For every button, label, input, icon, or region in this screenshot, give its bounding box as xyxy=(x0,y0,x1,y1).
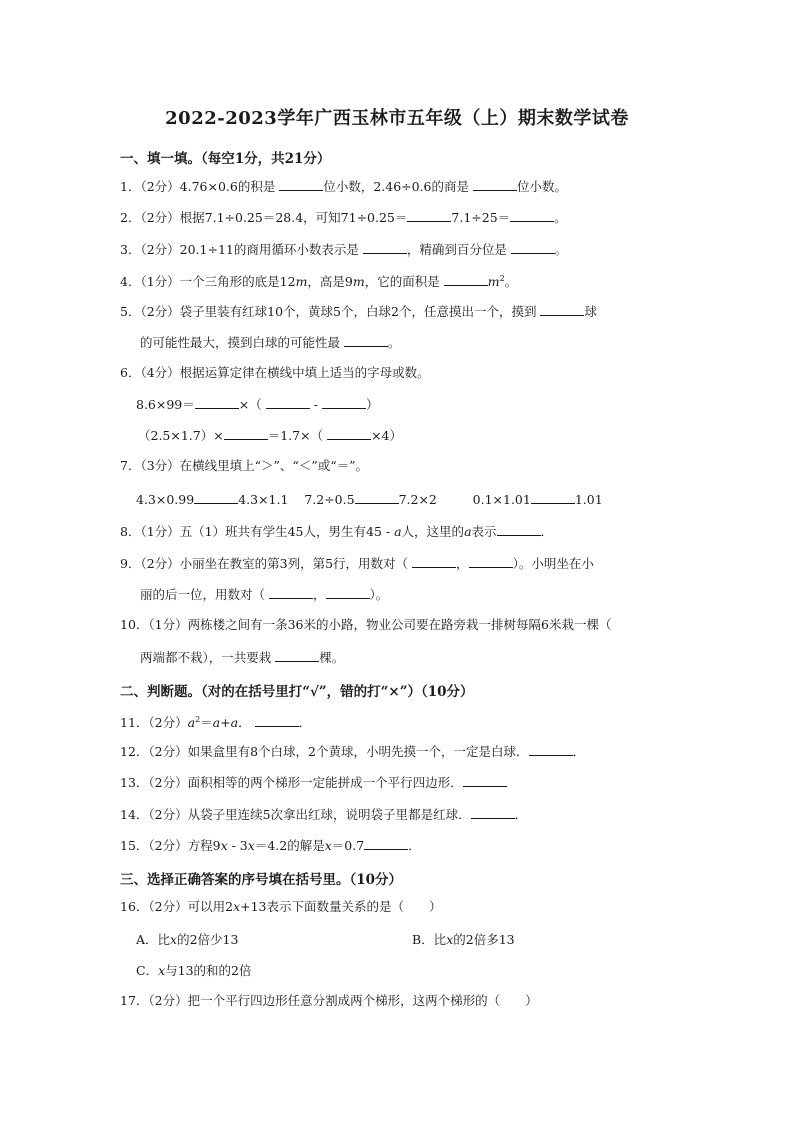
answer-blank[interactable] xyxy=(473,177,517,191)
answer-blank[interactable] xyxy=(355,490,399,504)
section-heading-judge: 二、判断题。（对的在括号里打“√”，错的打“×”）（10分） xyxy=(120,684,474,700)
answer-blank[interactable] xyxy=(531,490,575,504)
answer-blank[interactable] xyxy=(412,554,456,568)
answer-blank[interactable] xyxy=(279,177,323,191)
question-3: 3．（2分）20.1÷11的商用循环小数表示是 ，精确到百分位是 。 xyxy=(120,242,568,257)
answer-blank[interactable] xyxy=(511,240,555,254)
question-15: 15．（2分）方程9x - 3x＝4.2的解是x＝0.7 ． xyxy=(120,838,421,853)
answer-blank[interactable] xyxy=(255,713,299,727)
question-13: 13．（2分）面积相等的两个梯形一定能拼成一个平行四边形． xyxy=(120,773,507,792)
answer-blank[interactable] xyxy=(224,426,268,440)
question-9: 9．（2分）小丽坐在教室的第3列，第5行，用数对（ ， ）。小明坐在小 xyxy=(120,556,594,571)
answer-blank[interactable] xyxy=(364,836,408,850)
question-12: 12．（2分）如果盒里有8个白球，2个黄球，小明先摸一个，一定是白球． ． xyxy=(120,744,586,759)
answer-blank[interactable] xyxy=(444,272,488,286)
answer-blank[interactable] xyxy=(407,208,451,222)
question-6-row-2: （2.5×1.7）× ＝1.7×（ ×4） xyxy=(138,428,402,443)
answer-blank[interactable] xyxy=(463,773,507,787)
answer-blank[interactable] xyxy=(363,240,407,254)
question-17: 17．（2分）把一个平行四边形任意分割成两个梯形，这两个梯形的（ ） xyxy=(120,993,538,1008)
section-heading-choice: 三、选择正确答案的序号填在括号里。（10分） xyxy=(120,872,403,888)
question-2: 2．（2分）根据7.1÷0.25＝28.4，可知71÷0.25＝ 7.1÷25＝ 。 xyxy=(120,210,567,225)
option-b[interactable]: B．比x的2倍多13 xyxy=(412,932,515,947)
question-9-continued: 丽的后一位，用数对（ ， ）。 xyxy=(140,587,389,602)
answer-blank[interactable] xyxy=(497,522,541,536)
section-heading-fill: 一、填一填。（每空1分，共21分） xyxy=(120,151,331,167)
question-14: 14．（2分）从袋子里连续5次拿出红球，说明袋子里都是红球． ． xyxy=(120,807,528,822)
exam-title: 2022-2023学年广西玉林市五年级（上）期末数学试卷 xyxy=(165,108,629,129)
question-16: 16．（2分）可以用2x+13表示下面数量关系的是（ ） xyxy=(120,899,442,914)
question-10: 10．（1分）两栋楼之间有一条36米的小路，物业公司要在路旁栽一排树每隔6米栽一棵（ xyxy=(120,617,612,632)
question-8: 8．（1分）五（1）班共有学生45人，男生有45 - a人，这里的a表示 ． xyxy=(120,524,554,539)
question-4: 4．（1分）一个三角形的底是12m，高是9m，它的面积是 $m^2$。 xyxy=(120,274,518,290)
question-5: 5．（2分）袋子里装有红球10个，黄球5个，白球2个，任意摸出一个，摸到 球 xyxy=(120,304,597,319)
question-1: 1．（2分）4.76×0.6的积是 位小数，2.46÷0.6的商是 位小数。 xyxy=(120,179,568,194)
question-5-continued: 的可能性最大，摸到白球的可能性最 。 xyxy=(140,335,401,350)
answer-blank[interactable] xyxy=(469,554,513,568)
answer-blank[interactable] xyxy=(326,585,370,599)
question-6: 6．（4分）根据运算定律在横线中填上适当的字母或数。 xyxy=(120,365,430,380)
option-a[interactable]: A．比x的2倍少13 xyxy=(136,932,239,947)
answer-blank[interactable] xyxy=(510,208,554,222)
question-6-row-1: 8.6×99＝ ×（ - ） xyxy=(136,397,379,412)
answer-blank[interactable] xyxy=(195,395,239,409)
question-7: 7．（3分）在横线里填上“＞”、“＜”或“＝”。 xyxy=(120,458,368,473)
answer-blank[interactable] xyxy=(266,395,310,409)
question-11: 11．（2分）$a^2=a+a$． ． xyxy=(120,715,312,731)
question-7-comparisons: 4.3×0.99 4.3×1.1 7.2÷0.5 7.2×2 0.1×1.01 1.01 xyxy=(136,492,603,507)
answer-blank[interactable] xyxy=(275,648,319,662)
question-10-continued: 两端都不栽），一共要栽 棵。 xyxy=(140,650,345,665)
answer-blank[interactable] xyxy=(344,333,388,347)
answer-blank[interactable] xyxy=(322,395,366,409)
option-c[interactable]: C．x与13的和的2倍 xyxy=(136,963,252,978)
answer-blank[interactable] xyxy=(269,585,313,599)
answer-blank[interactable] xyxy=(194,490,238,504)
answer-blank[interactable] xyxy=(327,426,371,440)
answer-blank[interactable] xyxy=(471,805,515,819)
answer-blank[interactable] xyxy=(529,742,573,756)
answer-blank[interactable] xyxy=(540,302,584,316)
